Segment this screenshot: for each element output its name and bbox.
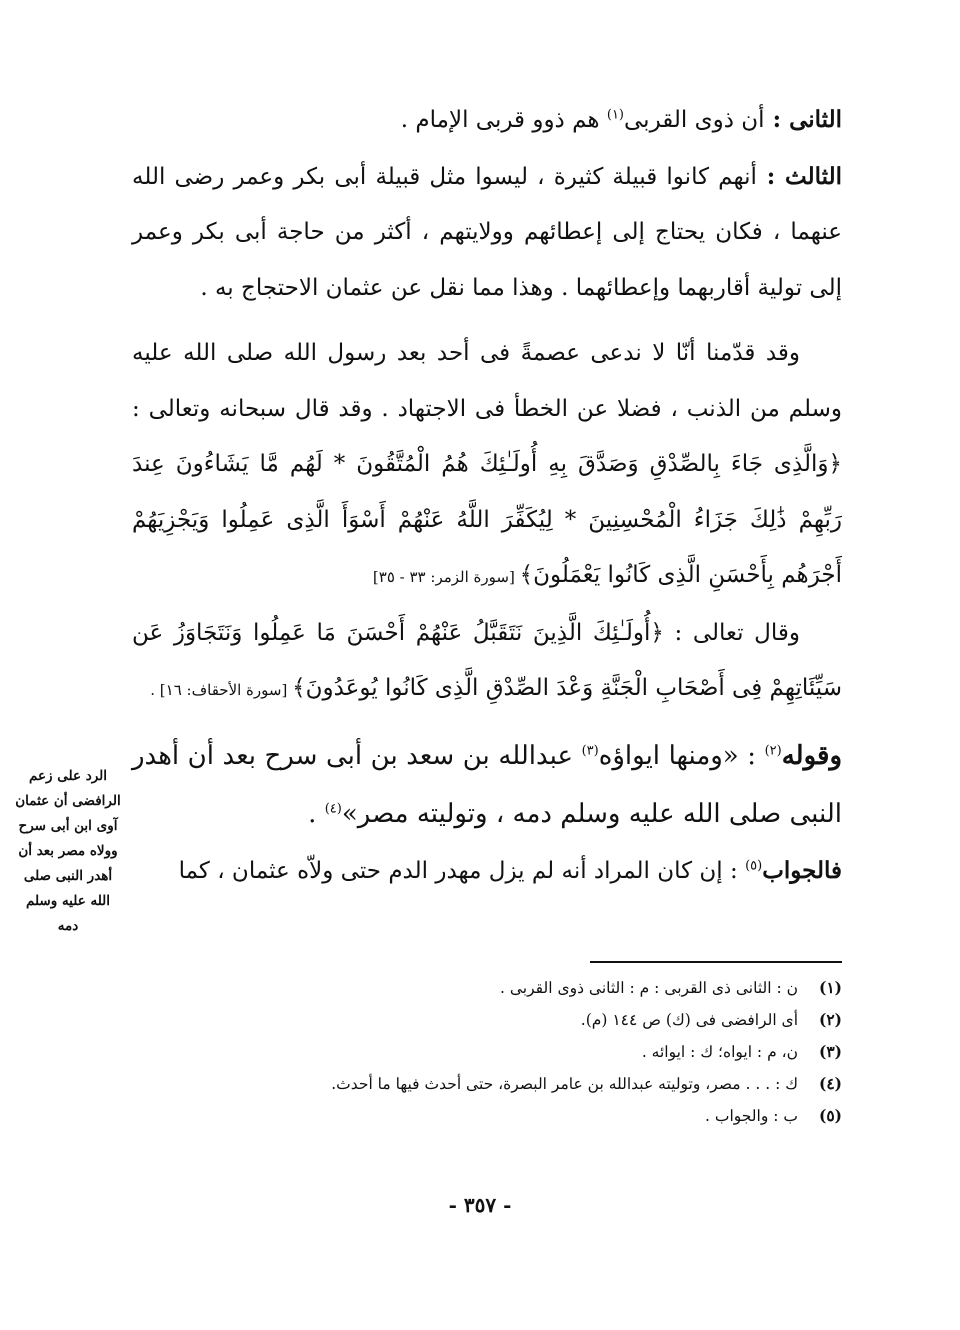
footnote-text: ن : الثانى ذى القربى : م : الثانى ذوى القربى . <box>500 979 798 997</box>
margin-note: الرد على زعم الرافضى أن عثمان آوى ابن أبى سرح وولاه مصر بعد أن أهدر النبى صلى الله عليه وسلم دمه <box>15 768 121 934</box>
footnote-marker[interactable]: (٥) <box>745 857 763 873</box>
paragraph-text: هم ذوو قربى الإمام . <box>400 107 607 133</box>
footnote-number: (٥) <box>818 1106 842 1125</box>
footnote-text: أى الرافضى فى (ك) ص ١٤٤ (م). <box>580 1011 798 1029</box>
footnotes <box>132 972 842 1132</box>
paragraph-text: أن ذوى القربى <box>624 107 765 133</box>
footnote-marker[interactable]: (١) <box>606 107 624 123</box>
quran-verse: ﴿وَالَّذِى جَاءَ بِالصِّدْقِ وَصَدَّقَ بِهِ أُولَـٰئِكَ هُمُ الْمُتَّقُونَ * لَهُم مَّا يَشَاءُونَ عِندَ رَبِّهِمْ ذَٰلِكَ جَزَاءُ الْمُحْسِنِينَ * لِيُكَفِّرَ اللَّهُ عَنْهُمْ أَسْوَأَ الَّذِى عَمِلُوا وَيَجْزِيَهُمْ أَجْرَهُم بِأَحْسَنِ الَّذِى كَانُوا يَعْمَلُونَ﴾ <box>132 451 842 588</box>
paragraph-lead: الثانى : <box>764 106 842 133</box>
verse-reference: [سورة الأحقاف: ١٦] . <box>150 681 293 699</box>
paragraph-third-point <box>132 149 842 317</box>
footnote-text: ن، م : ايواه؛ ك : ايوائه . <box>641 1043 798 1061</box>
footnote-text: ك : . . . مصر، وتوليته عبدالله بن عامر البصرة، حتى أحدث فيها ما أحدث. <box>331 1075 798 1093</box>
paragraph-text: عبدالله بن سعد بن أبى سرح بعد أن أهدر النبى صلى الله عليه وسلم دمه ، وتوليته مصر» <box>132 740 842 829</box>
paragraph-text: وقال تعالى : <box>663 619 800 646</box>
footnote-number: (٣) <box>818 1042 842 1061</box>
footnote-number: (٤) <box>818 1074 842 1093</box>
footnote-item <box>132 972 842 1004</box>
verse-reference: [سورة الزمر: ٣٣ - ٣٥] <box>372 568 520 586</box>
footnote-number: (١) <box>818 978 842 997</box>
quran-verse: ﴿أُولَـٰئِكَ الَّذِينَ نَتَقَبَّلُ عَنْهُمْ أَحْسَنَ مَا عَمِلُوا وَنَتَجَاوَزُ عَن سَيِّئَاتِهِمْ فِى أَصْحَابِ الْجَنَّةِ وَعْدَ الصِّدْقِ الَّذِى كَانُوا يُوعَدُونَ﴾ <box>132 619 842 701</box>
footnote-item <box>132 1036 842 1068</box>
footnote-item <box>132 1100 842 1132</box>
paragraph-text: : «ومنها ايواؤه <box>598 740 765 771</box>
footnote-text: ب : والجواب . <box>705 1107 798 1125</box>
main-text <box>132 92 842 899</box>
footnote-number: (٢) <box>818 1010 842 1029</box>
paragraph-answer <box>132 843 842 900</box>
paragraph-text: . <box>308 798 325 829</box>
paragraph-infallibility <box>132 326 842 606</box>
footnote-marker[interactable]: (٣) <box>581 742 599 758</box>
footnote-item <box>132 1004 842 1036</box>
page-number: - ٣٥٧ - <box>448 1193 512 1217</box>
paragraph-claim <box>132 727 842 843</box>
paragraph-text: : إن كان المراد أنه لم يزل مهدر الدم حتى ولاّه عثمان ، كما <box>178 857 746 884</box>
paragraph-lead: الثالث : <box>756 162 842 190</box>
footnote-divider <box>590 961 842 963</box>
paragraph-lead: فالجواب <box>762 856 842 884</box>
paragraph-lead: وقوله <box>781 740 842 771</box>
footnote-marker[interactable]: (٤) <box>324 800 342 816</box>
paragraph-second-point <box>132 92 842 149</box>
paragraph-text: أنهم كانوا قبيلة كثيرة ، ليسوا مثل قبيلة أبى بكر وعمر رضى الله عنهما ، فكان يحتاج إلى إعطائهم وولايتهم ، أكثر من حاجة أبى بكر وعمر إلى تولية أقاربهما وإعطائهما . وهذا مما نقل عن عثمان الاحتجاج به . <box>132 163 842 301</box>
paragraph-second-verse <box>132 606 842 719</box>
footnote-marker[interactable]: (٢) <box>764 742 782 758</box>
paragraph-text: وقد قدّمنا أنّا لا ندعى عصمةً فى أحد بعد رسول الله صلى الله عليه وسلم من الذنب ، فضلا عن الخطأ فى الاجتهاد . وقد قال سبحانه وتعالى : <box>132 340 842 422</box>
footnote-item <box>132 1068 842 1100</box>
